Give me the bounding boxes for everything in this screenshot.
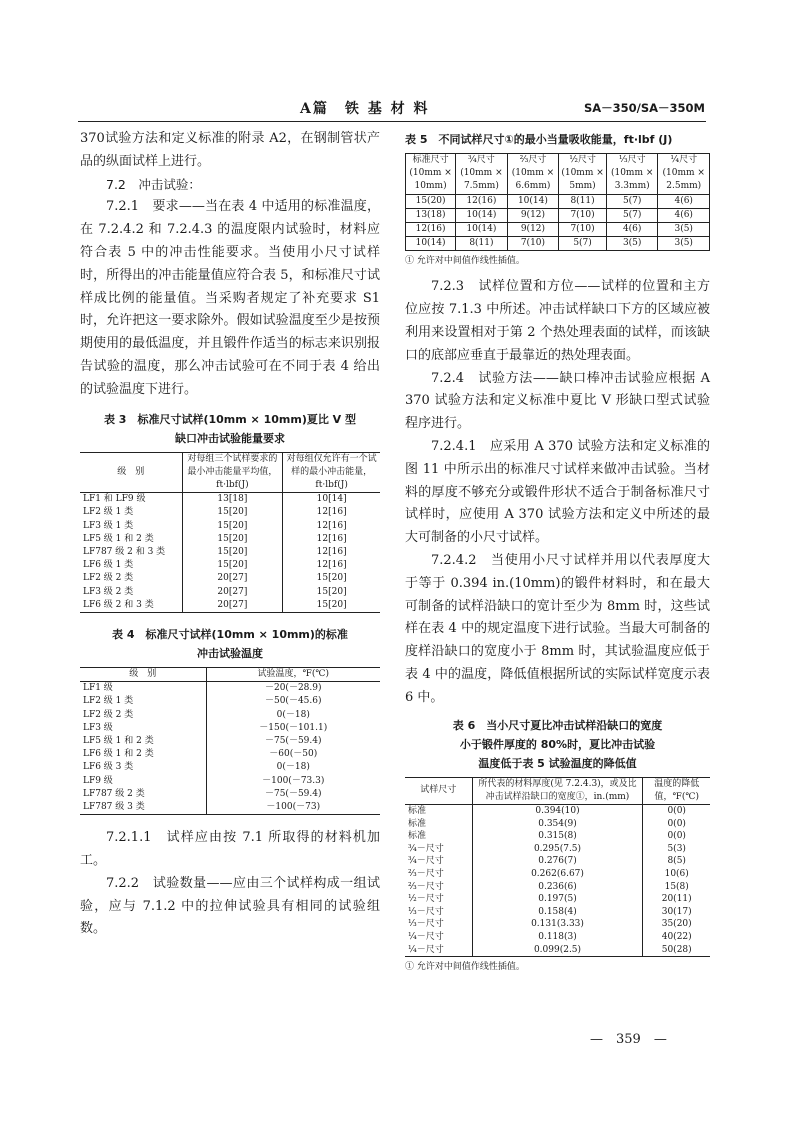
t4-row [80, 748, 380, 761]
t5-cell: 4(6) [658, 194, 710, 208]
t6-cell: 15(8) [643, 881, 710, 894]
t3-row [80, 559, 380, 572]
t3-cell: 12[16] [283, 533, 380, 546]
t6-head-size: 试样尺寸 [405, 777, 472, 804]
table3-caption: 表 3 标准尺寸试样(10mm × 10mm)夏比 V 型 缺口冲击试验能量要求 [103, 412, 357, 445]
t6-cell: 20(11) [643, 893, 710, 906]
t6-cell: ¼－尺寸 [408, 944, 444, 955]
t5-cell: 4(6) [606, 223, 658, 237]
t4-cell: －100(－73.3) [206, 775, 380, 788]
t5-cell: 9(12) [507, 208, 559, 222]
t3-row [80, 533, 380, 546]
t3-cell: LF2 级 1 类 [83, 507, 134, 518]
t5-cell: 7(10) [559, 208, 607, 222]
t6-cell: ½－尺寸 [408, 894, 444, 905]
table4 [80, 667, 380, 815]
t6-row [405, 918, 710, 931]
heading-7-2: 7.2 冲击试验： [106, 176, 201, 192]
t5-cell: 15(20) [406, 194, 456, 208]
t6-head-reduction: 温度的降低值，℉(℃) [643, 777, 710, 804]
t4-cell: LF5 级 1 和 2 类 [83, 736, 154, 747]
t5-cell: 12(16) [456, 194, 508, 208]
t6-cell: ⅔－尺寸 [408, 868, 444, 879]
t6-row [405, 906, 710, 919]
t3-cell: 15[20] [182, 546, 283, 559]
t6-cell: 0.118(3) [472, 931, 643, 944]
para-7-2-4: 7.2.4 试验方法——缺口棒冲击试验应根据 A 370 试验方法和定义标准中夏比 V 形缺口型式试验程序进行。 [405, 370, 710, 432]
t5-cell: 12(16) [406, 223, 456, 237]
t4-cell: LF1 级 [83, 683, 113, 694]
table6 [405, 777, 710, 958]
t5-cell: 5(7) [559, 237, 607, 251]
t5-cell: 7(10) [507, 237, 559, 251]
t3-cell: LF787 级 2 和 3 类 [83, 546, 166, 557]
table6-caption: 表 6 当小尺寸夏比冲击试样沿缺口的宽度 小于锻件厚度的 80%时，夏比冲击试验 温度低于表 5 试验温度的降低值 [452, 718, 663, 770]
t5-head-cell: ⅓尺寸(10mm × 3.3mm) [606, 154, 658, 195]
t3-row [80, 572, 380, 585]
t3-row [80, 506, 380, 519]
t5-body [406, 194, 710, 251]
t6-row [405, 893, 710, 906]
t5-cell: 7(10) [559, 223, 607, 237]
t4-cell: －150(－101.1) [206, 722, 380, 735]
t5-cell: 5(7) [606, 208, 658, 222]
t3-cell: 12[16] [283, 546, 380, 559]
t6-cell: 0.295(7.5) [472, 843, 643, 856]
t4-row [80, 801, 380, 815]
t6-cell: 30(17) [643, 906, 710, 919]
t4-cell: －100(－73) [206, 801, 380, 815]
t6-cell: ¾－尺寸 [408, 843, 444, 854]
t3-cell: LF3 级 1 类 [83, 520, 134, 531]
t6-cell: 50(28) [643, 944, 710, 957]
t3-cell: 12[16] [283, 520, 380, 533]
t6-row [405, 830, 710, 843]
t3-cell: 12[16] [283, 506, 380, 519]
table5-caption: 表 5 不同试样尺寸①的最小当量吸收能量，ft·lbf (J) [405, 133, 673, 146]
t6-row [405, 818, 710, 831]
t3-cell: 15[20] [182, 559, 283, 572]
t3-cell: 20[27] [182, 599, 283, 613]
header-rule [78, 121, 706, 122]
t5-cell: 10(14) [456, 223, 508, 237]
t4-cell: 0(－18) [206, 761, 380, 774]
t5-cell: 10(14) [507, 194, 559, 208]
t4-cell: LF2 级 2 类 [83, 709, 134, 720]
t3-row [80, 546, 380, 559]
t3-cell: 15[20] [182, 533, 283, 546]
t4-cell: LF2 级 1 类 [83, 696, 134, 707]
t5-head-cell: ¼尺寸(10mm × 2.5mm) [658, 154, 710, 195]
t5-head-cell: 标准尺寸(10mm × 10mm) [406, 154, 456, 195]
para-7-2-2: 7.2.2 试验数量——应由三个试样构成一组试验，应与 7.1.2 中的拉伸试验具有相同的试验组数。 [80, 875, 380, 937]
t5-cell: 3(5) [658, 237, 710, 251]
t3-cell: 13[18] [182, 493, 283, 507]
table3 [80, 452, 380, 613]
t5-row [406, 223, 710, 237]
t3-cell: 20[27] [182, 586, 283, 599]
t4-row [80, 761, 380, 774]
t3-cell: 15[20] [283, 586, 380, 599]
t4-cell: LF787 级 2 类 [83, 788, 145, 799]
t3-cell: 15[20] [283, 599, 380, 613]
t3-cell: 12[16] [283, 559, 380, 572]
t6-cell: 0.099(2.5) [472, 944, 643, 957]
t3-cell: LF2 级 2 类 [83, 573, 134, 584]
t3-cell: LF6 级 1 类 [83, 560, 134, 571]
t5-row [406, 237, 710, 251]
t5-head-cell: ⅔尺寸(10mm × 6.6mm) [507, 154, 559, 195]
t5-cell: 3(5) [658, 223, 710, 237]
para-7-2-4-1: 7.2.4.1 应采用 A 370 试验方法和定义标准的图 11 中所示出的标准尺寸试样来做冲击试验。当材料的厚度不够充分或锻件形状不适合于制备标准尺寸试样时，应使用 A 370 试验方法和定义中所述的最大可制备的小尺寸试样。 [405, 439, 710, 546]
running-header [0, 98, 793, 118]
t6-cell: 0.354(9) [472, 818, 643, 831]
t4-cell: LF6 级 3 类 [83, 762, 134, 773]
intro-paragraph: 370试验方法和定义标准的附录 A2，在钢制管状产品的纵面试样上进行。 [80, 131, 380, 169]
t6-cell: 标准 [408, 818, 427, 829]
page-number: — 359 — [590, 1032, 667, 1047]
t6-cell: 40(22) [643, 931, 710, 944]
t5-head-row [406, 154, 710, 195]
t6-row [405, 843, 710, 856]
t4-cell: －75(－59.4) [206, 735, 380, 748]
t6-cell: ⅓－尺寸 [408, 906, 444, 917]
t4-cell: －20(－28.9) [206, 682, 380, 696]
t5-cell: 4(6) [658, 208, 710, 222]
t4-row [80, 682, 380, 696]
left-column [80, 128, 380, 941]
t5-head-cell: ½尺寸(10mm × 5mm) [559, 154, 607, 195]
t4-row [80, 735, 380, 748]
t3-row [80, 520, 380, 533]
t5-cell: 3(5) [606, 237, 658, 251]
t6-cell: 0(0) [643, 830, 710, 843]
t6-row [405, 855, 710, 868]
t5-cell: 8(11) [559, 194, 607, 208]
t3-head-min: 对每组仅允许有一个试样的最小冲击能量，ft·lbf(J) [283, 452, 380, 493]
t6-cell: 标准 [408, 831, 427, 842]
t4-row [80, 775, 380, 788]
t6-row [405, 881, 710, 894]
t3-cell: 20[27] [182, 572, 283, 585]
t3-head-avg: 对每组三个试样要求的最小冲击能量平均值，ft·lbf(J) [182, 452, 283, 493]
t3-body [80, 493, 380, 613]
t6-cell: ¾－尺寸 [408, 856, 444, 867]
t6-cell: 0.276(7) [472, 855, 643, 868]
table6-footnote: ① 允许对中间值作线性插值。 [405, 962, 525, 973]
right-column [405, 128, 710, 974]
t3-row [80, 493, 380, 507]
t3-head-grade: 级 别 [80, 452, 182, 493]
t6-row [405, 944, 710, 957]
t5-cell: 10(14) [406, 237, 456, 251]
t5-row [406, 194, 710, 208]
t4-row [80, 709, 380, 722]
table5 [405, 153, 710, 251]
t6-cell: 10(6) [643, 868, 710, 881]
spec-code: SA－350/SA－350M [583, 101, 705, 115]
t5-row [406, 208, 710, 222]
t4-cell: －75(－59.4) [206, 788, 380, 801]
t4-cell: LF787 级 3 类 [83, 802, 145, 813]
t3-cell: LF1 和 LF9 级 [83, 494, 146, 505]
t4-cell: LF3 级 [83, 722, 113, 733]
t4-row [80, 695, 380, 708]
t4-body [80, 682, 380, 815]
t6-cell: 0(0) [643, 804, 710, 817]
table5-footnote: ① 允许对中间值作线性插值。 [405, 256, 525, 267]
t3-cell: 10[14] [283, 493, 380, 507]
t6-cell: 35(20) [643, 918, 710, 931]
t6-cell: 0(0) [643, 818, 710, 831]
t6-cell: 0.315(8) [472, 830, 643, 843]
t3-row [80, 599, 380, 613]
para-7-2-4-2: 7.2.4.2 当使用小尺寸试样并用以代表厚度大于等于 0.394 in.(10mm)的锻件材料时，和在最大可制备的试样沿缺口的宽计至少为 8mm 时，这些试样在表 4 中的规定温度下进行试验。当最大可制备的度样沿缺口的宽度小于 8mm 时，其试验温度应低于表 4 中的温度，降低值根据所试的实际试样宽度示表 6 中。 [405, 552, 710, 705]
t3-cell: LF5 级 1 和 2 类 [83, 533, 154, 544]
t6-cell: 0.262(6.67) [472, 868, 643, 881]
t4-row [80, 788, 380, 801]
t6-body [405, 804, 710, 956]
para-7-2-1: 7.2.1 要求——当在表 4 中适用的标准温度，在 7.2.4.2 和 7.2.4.3 的温度限内试验时，材料应符合表 5 中的冲击性能要求。当使用小尺寸试样时，所得出的冲击能量值应符合表 5，和标准尺寸试样成比例的能量值。当采购者规定了补充要求 S1 时，允许把这一要求除外。假如试验温度至少是按预期使用的最低温度，并且锻件作适当的标志来识别报告试验的温度，那么冲击试验可在不同于表 4 给出的试验温度下进行。 [80, 199, 380, 397]
t4-cell: 0(－18) [206, 709, 380, 722]
t6-row [405, 868, 710, 881]
t6-cell: 0.394(10) [472, 804, 643, 817]
t6-cell: 0.197(5) [472, 893, 643, 906]
section-title: A篇 铁 基 材 料 [300, 101, 430, 117]
t4-head-temp: 试验温度，℉(℃) [206, 668, 380, 682]
t6-cell: 0.236(6) [472, 881, 643, 894]
t6-cell: 8(5) [643, 855, 710, 868]
table4-caption: 表 4 标准尺寸试样(10mm × 10mm)的标准 冲击试验温度 [112, 628, 348, 660]
t3-cell: LF3 级 2 类 [83, 586, 134, 597]
t3-row [80, 586, 380, 599]
t4-cell: LF6 级 1 和 2 类 [83, 749, 154, 760]
t4-cell: －60(－50) [206, 748, 380, 761]
t4-cell: LF9 级 [83, 775, 113, 786]
para-7-2-1-1: 7.2.1.1 试样应由按 7.1 所取得的材料机加工。 [80, 830, 380, 869]
t5-cell: 10(14) [456, 208, 508, 222]
t5-head-cell: ¾尺寸(10mm × 7.5mm) [456, 154, 508, 195]
t6-cell: ¼－尺寸 [408, 931, 444, 942]
t5-cell: 13(18) [406, 208, 456, 222]
t6-cell: ⅓－尺寸 [408, 919, 444, 930]
t6-cell: 5(3) [643, 843, 710, 856]
t4-cell: －50(－45.6) [206, 695, 380, 708]
para-7-2-3: 7.2.3 试样位置和方位——试样的位置和主方位应按 7.1.3 中所述。冲击试样缺口下方的区域应被利用来设置相对于第 2 个热处理表面的试样，而该缺口的底部应垂直于最靠近的热处理表面。 [405, 279, 710, 363]
t4-row [80, 722, 380, 735]
t3-cell: LF6 级 2 和 3 类 [83, 599, 154, 610]
t4-head-grade: 级 别 [80, 668, 206, 682]
t6-cell: ⅔－尺寸 [408, 881, 444, 892]
t6-cell: 0.158(4) [472, 906, 643, 919]
t6-row [405, 804, 710, 817]
t5-cell: 9(12) [507, 223, 559, 237]
t6-head-width: 所代表的材料厚度(见 7.2.4.3)，或及比冲击试样沿缺口的宽度①，in.(mm) [472, 777, 643, 804]
t5-cell: 8(11) [456, 237, 508, 251]
t6-cell: 标准 [408, 805, 427, 816]
t6-row [405, 931, 710, 944]
t3-cell: 15[20] [283, 572, 380, 585]
t3-cell: 15[20] [182, 520, 283, 533]
t6-cell: 0.131(3.33) [472, 918, 643, 931]
t5-cell: 5(7) [606, 194, 658, 208]
t3-cell: 15[20] [182, 506, 283, 519]
